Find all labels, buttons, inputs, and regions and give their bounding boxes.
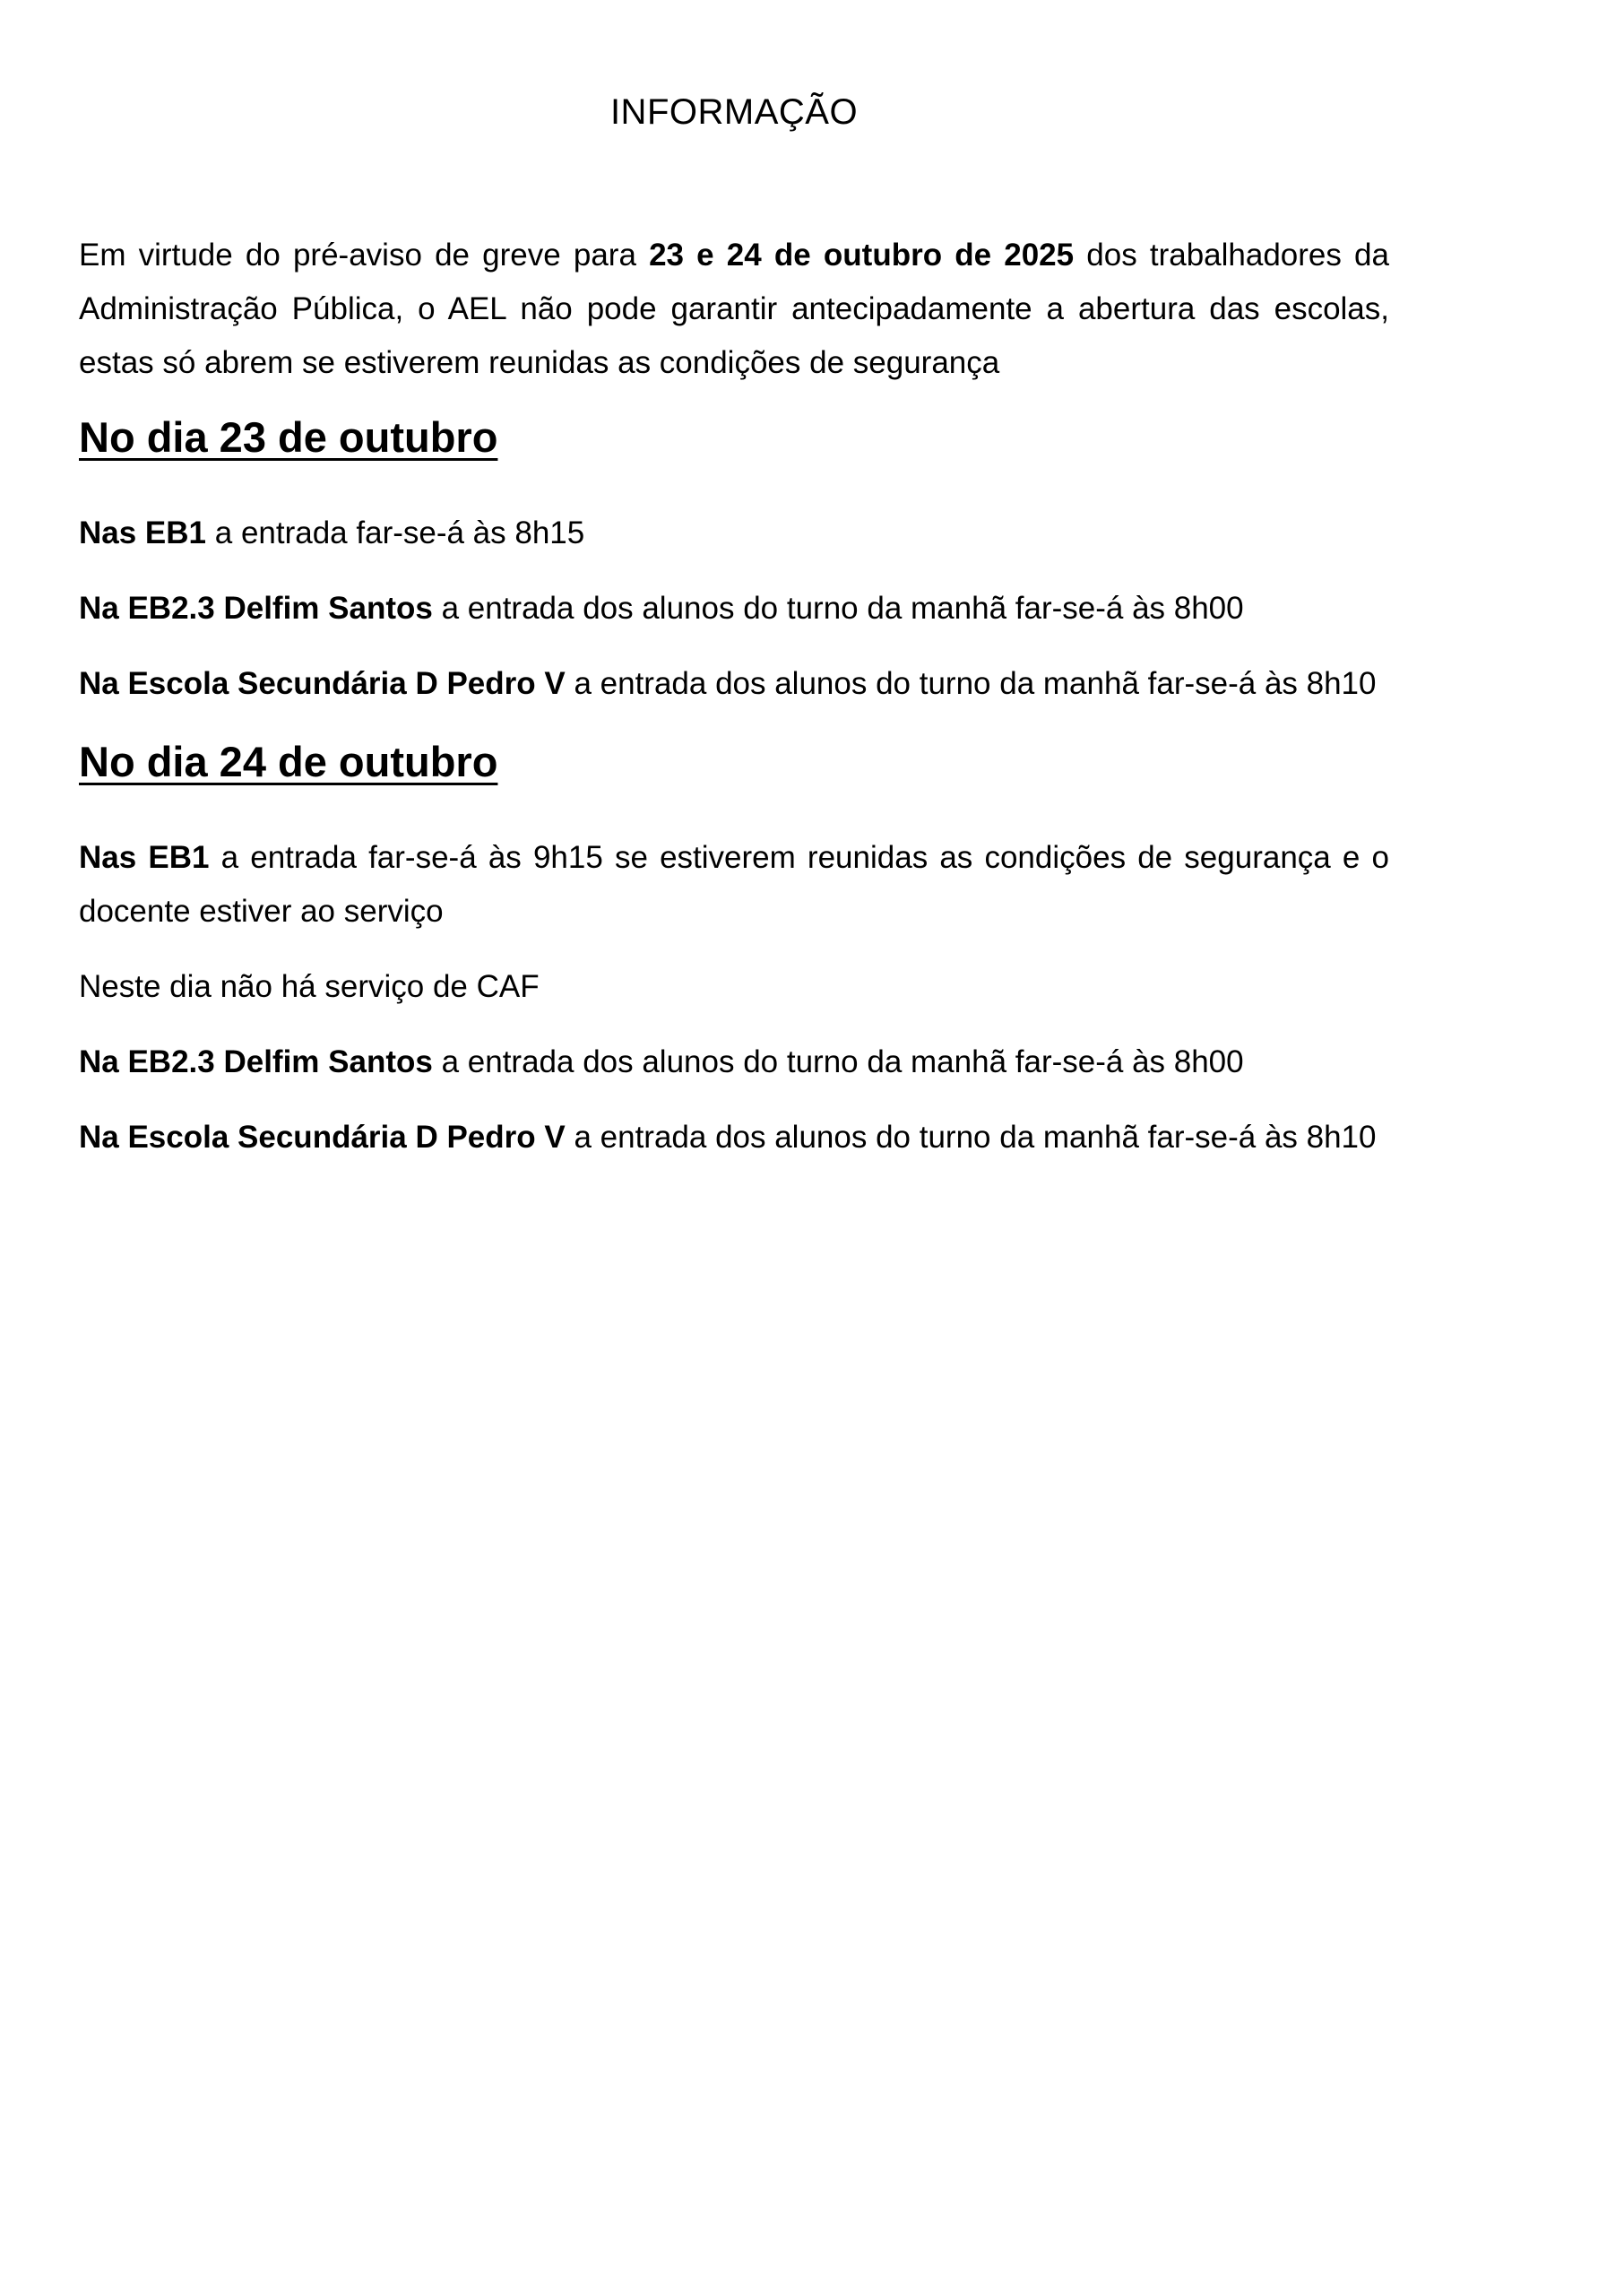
schedule-text: a entrada dos alunos do turno da manhã far-se-á às 8h00 [432, 1044, 1244, 1079]
schedule-text: a entrada dos alunos do turno da manhã far-se-á às 8h10 [565, 1120, 1377, 1155]
school-name: Na Escola Secundária D Pedro V [79, 1120, 566, 1155]
school-name: Na EB2.3 Delfim Santos [79, 591, 433, 626]
schedule-text: a entrada dos alunos do turno da manhã far-se-á às 8h10 [565, 666, 1377, 701]
schedule-item [79, 1035, 1389, 1089]
schedule-text: Neste dia não há serviço de CAF [79, 969, 540, 1004]
school-name: Nas EB1 [79, 840, 210, 875]
school-name: Na Escola Secundária D Pedro V [79, 666, 566, 701]
document-content [0, 85, 1624, 1165]
section-heading-24-october: No dia 24 de outubro [79, 738, 498, 785]
section-heading-23-october: No dia 23 de outubro [79, 413, 498, 461]
intro-text-before: Em virtude do pré-aviso de greve para [79, 238, 650, 273]
schedule-text: a entrada dos alunos do turno da manhã far-se-á às 8h00 [432, 591, 1244, 626]
schedule-item [79, 657, 1389, 711]
school-name: Na EB2.3 Delfim Santos [79, 1044, 433, 1079]
schedule-item [79, 831, 1389, 939]
schedule-text: a entrada far-se-á às 9h15 se estiverem reunidas as condições de segurança e o docente estiver ao serviço [79, 840, 1389, 929]
schedule-item [79, 582, 1389, 636]
schedule-item [79, 507, 1389, 560]
schedule-text: a entrada far-se-á às 8h15 [206, 515, 585, 550]
intro-text-after: dos trabalhadores da Administração Pública, o AEL não pode garantir antecipadamente a abertura das escolas, estas só abrem se estiverem reunidas as condições de segurança [79, 238, 1389, 380]
schedule-item [79, 960, 1389, 1014]
school-name: Nas EB1 [79, 515, 207, 550]
schedule-item [79, 1111, 1389, 1165]
intro-strike-dates: 23 e 24 de outubro de 2025 [649, 238, 1075, 273]
page-title: INFORMAÇÃO [609, 92, 859, 132]
intro-paragraph [79, 229, 1389, 390]
